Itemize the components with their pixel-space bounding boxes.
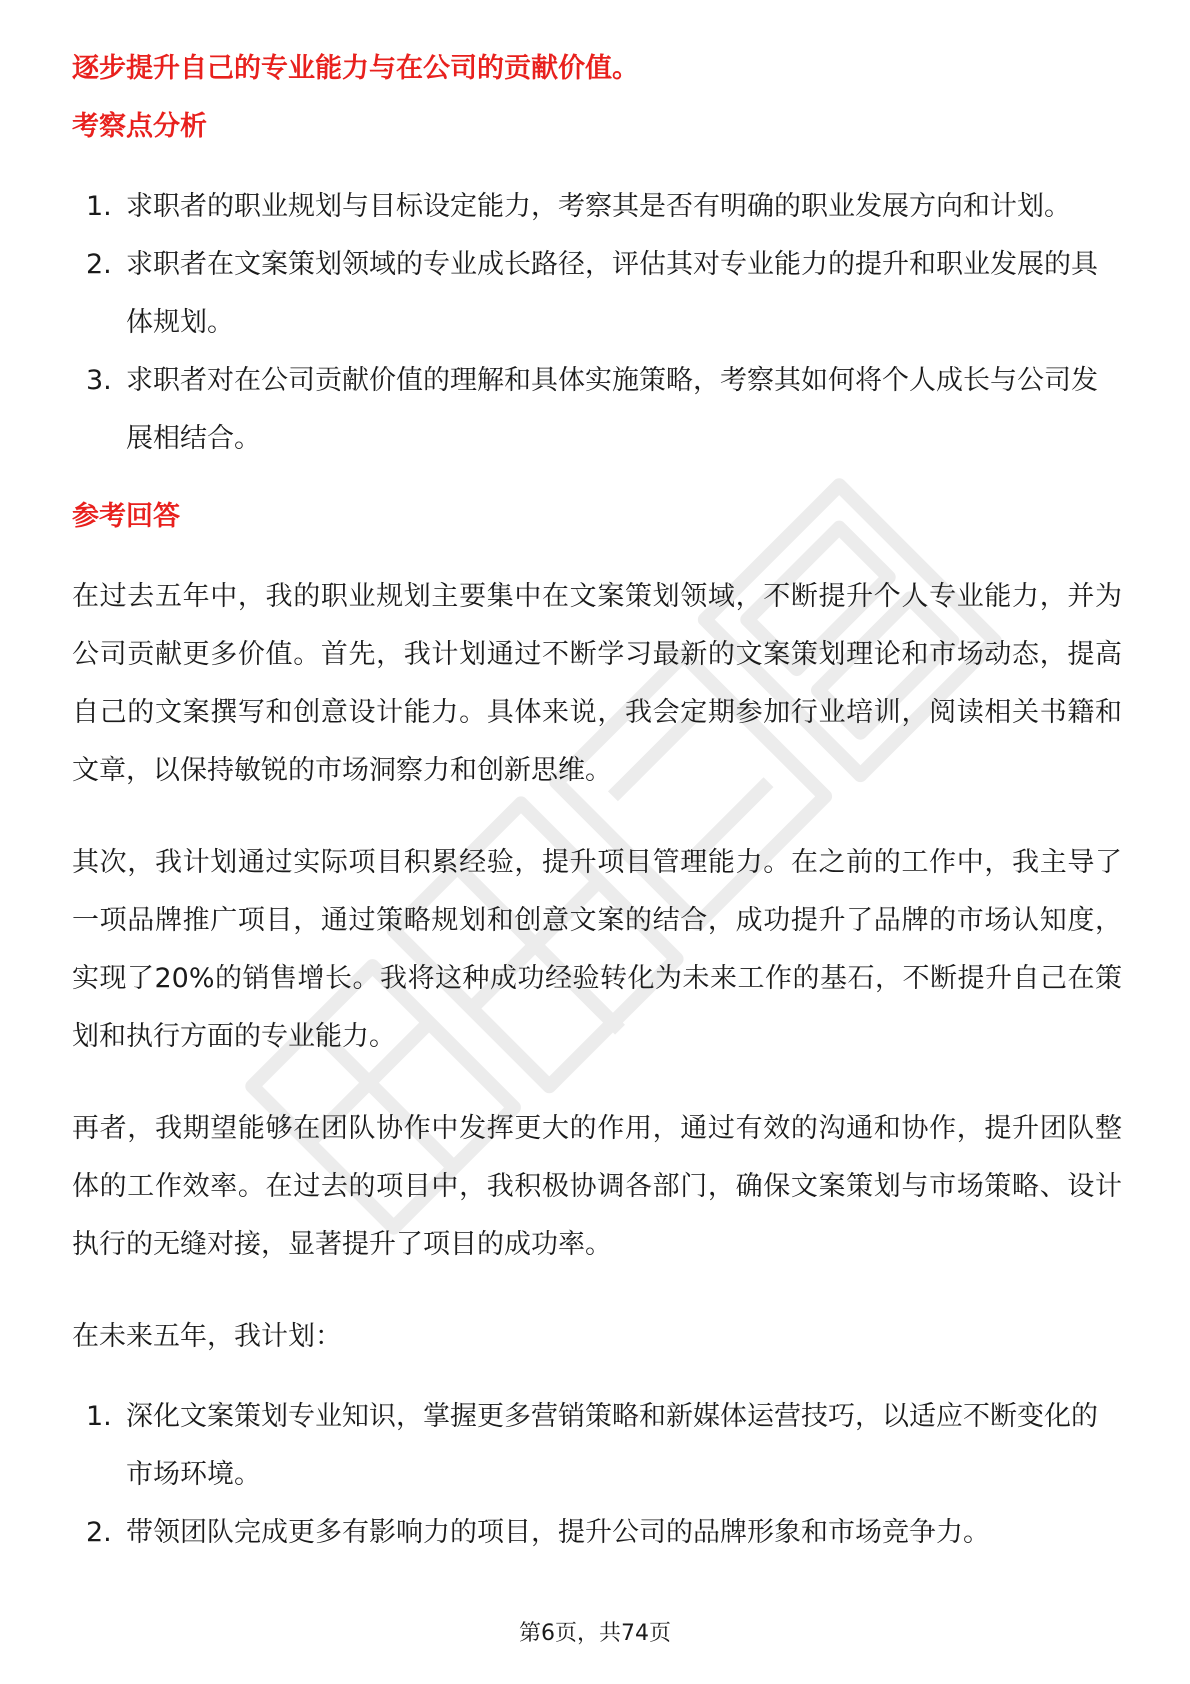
list-item-number: 3. — [86, 365, 112, 396]
list-item — [72, 178, 1122, 236]
answer-section-title: 参考回答 — [72, 501, 180, 532]
lead-sentence: 逐步提升自己的专业能力与在公司的贡献价值。 — [72, 53, 639, 84]
plan-list — [72, 1388, 1122, 1562]
list-item — [72, 236, 1122, 352]
list-item-text: 求职者对在公司贡献价值的理解和具体实施策略，考察其如何将个人成长与公司发展相结合。 — [126, 365, 1098, 454]
list-item-number: 2. — [86, 249, 112, 280]
answer-paragraph: 其次，我计划通过实际项目积累经验，提升项目管理能力。在之前的工作中，我主导了一项品牌推广项目，通过策略规划和创意文案的结合，成功提升了品牌的市场认知度，实现了20%的销售增长。我将这种成功经验转化为未来工作的基石，不断提升自己在策划和执行方面的专业能力。 — [72, 847, 1122, 1052]
list-item — [72, 1388, 1122, 1504]
list-item — [72, 352, 1122, 468]
list-item-number: 1. — [86, 191, 112, 222]
list-item-text: 带领团队完成更多有影响力的项目，提升公司的品牌形象和市场竞争力。 — [126, 1517, 990, 1548]
list-item — [72, 1504, 1122, 1562]
analysis-section-title: 考察点分析 — [72, 111, 207, 142]
answer-paragraph: 再者，我期望能够在团队协作中发挥更大的作用，通过有效的沟通和协作，提升团队整体的工作效率。在过去的项目中，我积极协调各部门，确保文案策划与市场策略、设计执行的无缝对接，显著提升了项目的成功率。 — [72, 1113, 1122, 1260]
analysis-list — [72, 178, 1122, 468]
list-item-text: 求职者在文案策划领域的专业成长路径，评估其对专业能力的提升和职业发展的具体规划。 — [126, 249, 1098, 338]
list-item-text: 求职者的职业规划与目标设定能力，考察其是否有明确的职业发展方向和计划。 — [126, 191, 1071, 222]
answer-paragraph: 在过去五年中，我的职业规划主要集中在文案策划领域，不断提升个人专业能力，并为公司贡献更多价值。首先，我计划通过不断学习最新的文案策划理论和市场动态，提高自己的文案撰写和创意设计能力。具体来说，我会定期参加行业培训，阅读相关书籍和文章，以保持敏锐的市场洞察力和创新思维。 — [72, 581, 1122, 786]
answer-paragraph: 在未来五年，我计划： — [72, 1321, 342, 1352]
list-item-number: 2. — [86, 1517, 112, 1548]
page-footer: 第6页，共74页 — [519, 1621, 671, 1646]
document-content — [72, 40, 1122, 1562]
list-item-number: 1. — [86, 1401, 112, 1432]
list-item-text: 深化文案策划专业知识，掌握更多营销策略和新媒体运营技巧，以适应不断变化的市场环境。 — [126, 1401, 1098, 1490]
